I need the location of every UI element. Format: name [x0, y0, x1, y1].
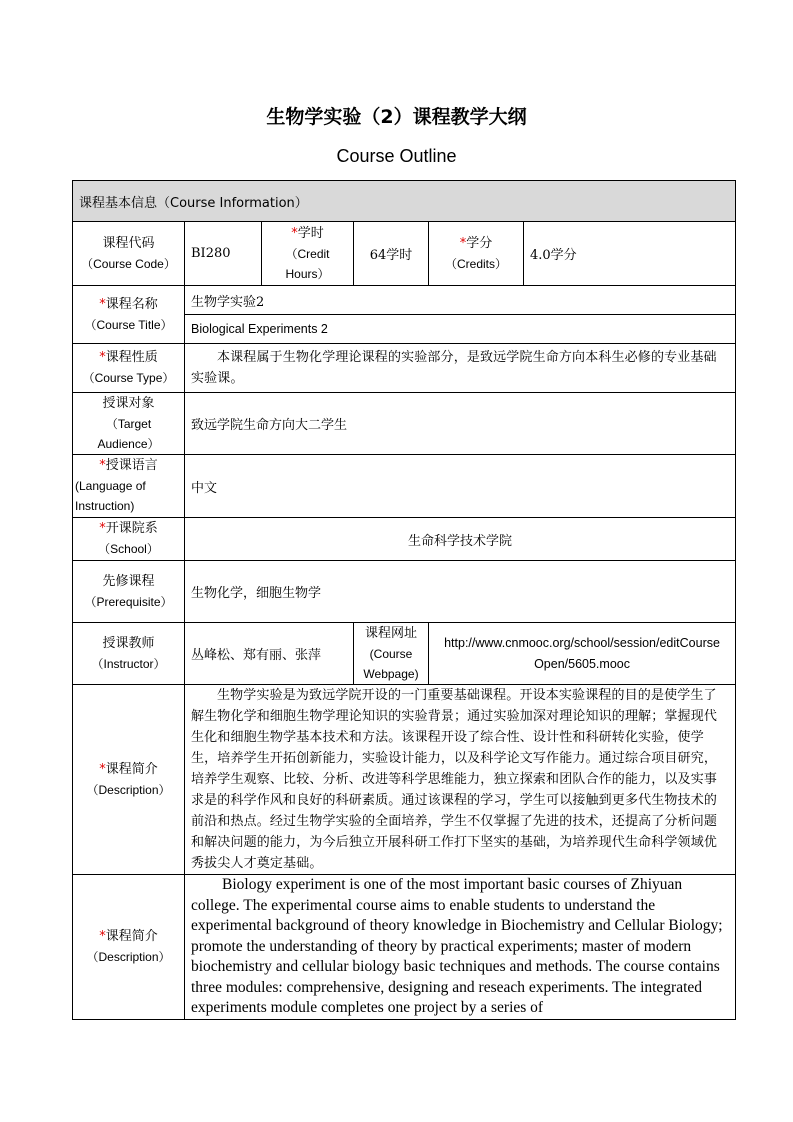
language-row: [73, 455, 736, 518]
course-type-value: 本课程属于生物化学理论课程的实验部分，是致远学院生命方向本科生必修的专业基础实验课。: [185, 344, 736, 393]
school-label: *开课院系 （School）: [73, 518, 185, 561]
course-title-en: Biological Experiments 2: [185, 315, 736, 344]
school-row: [73, 518, 736, 561]
description-en-row: [73, 875, 736, 1020]
description-cn-row: [73, 685, 736, 875]
credits-label: *学分 （Credits）: [429, 222, 524, 286]
language-label: *授课语言 (Language of Instruction): [73, 455, 185, 518]
description-en-value: Biology experiment is one of the most important basic courses of Zhiyuan college. The experimental course aims to enable students to understand the experimental background of theory knowledge in Biochemistry and Cellular Biology; promote the understanding of theory by practical experiments; master of modern biochemistry and cellular biology basic techniques and methods. The course contains three modules: comprehensive, designing and reseach experiments. The integrated experiments module completes one project by a series of: [185, 875, 736, 1020]
target-audience-value: 致远学院生命方向大二学生: [185, 393, 736, 455]
course-info-table: [72, 180, 736, 1020]
table-header-row: [73, 181, 736, 222]
target-audience-row: [73, 393, 736, 455]
credit-hours-label: *学时 （Credit Hours）: [262, 222, 354, 286]
description-cn-label: *课程简介 （Description）: [73, 685, 185, 875]
target-audience-label: 授课对象 （Target Audience）: [73, 393, 185, 455]
section-header: 课程基本信息（Course Information）: [73, 181, 736, 222]
credit-hours-value: 64学时: [354, 222, 429, 286]
webpage-label: 课程网址 (Course Webpage): [354, 623, 429, 685]
page-title: 生物学实验（2）课程教学大纲: [266, 106, 527, 128]
instructor-value: 丛峰松、郑有丽、张萍: [185, 623, 354, 685]
description-cn-value: 生物学实验是为致远学院开设的一门重要基础课程。开设本实验课程的目的是使学生了解生物化学和细胞生物学理论知识的实验背景；通过实验加深对理论知识的理解；掌握现代生化和细胞生物学基本技术和方法。该课程开设了综合性、设计性和科研转化实验，使学生，培养学生开拓创新能力，实验设计能力，以及科学论文写作能力。通过综合项目研究，培养学生观察、比较、分析、改进等科学思维能力，独立探索和团队合作的能力，以及实事求是的科学作风和良好的科研素质。通过该课程的学习，学生可以接触到更多代生物技术的前沿和热点。经过生物学实验的全面培养，学生不仅掌握了先进的技术，还提高了分析问题和解决问题的能力，为今后独立开展科研工作打下坚实的基础，为培养现代生命科学领域优秀拔尖人才奠定基础。: [185, 685, 736, 875]
description-en-label: *课程简介 （Description）: [73, 875, 185, 1020]
course-code-row: [73, 222, 736, 286]
school-value: 生命科学技术学院: [185, 518, 736, 561]
course-type-label: *课程性质 （Course Type）: [73, 344, 185, 393]
page-subtitle: Course Outline: [336, 146, 457, 166]
course-title-label: *课程名称 （Course Title）: [73, 286, 185, 344]
course-webpage-link[interactable]: http://www.cnmooc.org/school/session/editCourse Open/5605.mooc: [429, 623, 736, 685]
course-type-row: [73, 344, 736, 393]
instructor-label: 授课教师 （Instructor）: [73, 623, 185, 685]
prerequisite-value: 生物化学，细胞生物学: [185, 561, 736, 623]
prerequisite-label: 先修课程 （Prerequisite）: [73, 561, 185, 623]
prerequisite-row: [73, 561, 736, 623]
language-value: 中文: [185, 455, 736, 518]
course-title-row: [73, 286, 736, 315]
course-code-label: 课程代码 （Course Code）: [73, 222, 185, 286]
course-title-cn: 生物学实验2: [185, 286, 736, 315]
credits-value: 4.0学分: [524, 222, 736, 286]
instructor-row: [73, 623, 736, 685]
course-code-value: BI280: [185, 222, 262, 286]
